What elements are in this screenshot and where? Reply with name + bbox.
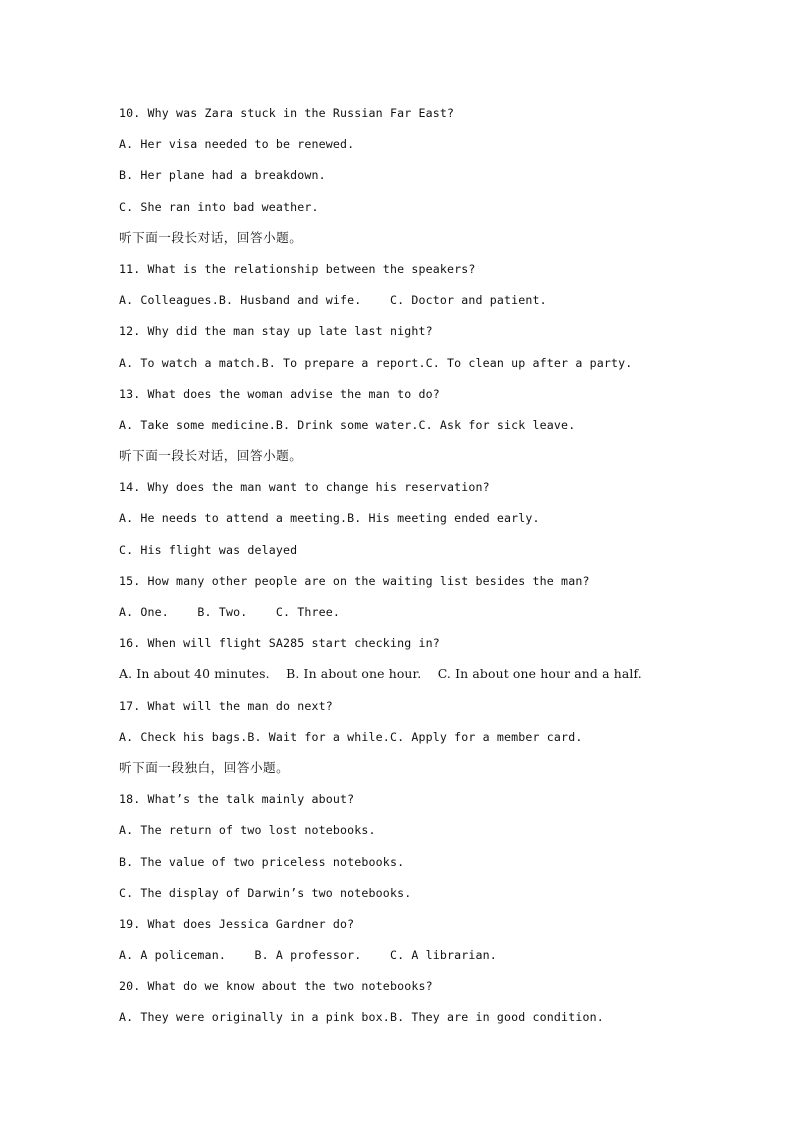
option-10a: A. Her visa needed to be renewed. xyxy=(119,137,355,152)
option-14c: C. His flight was delayed xyxy=(119,542,298,557)
question-19: 19. What does Jessica Gardner do? xyxy=(119,916,355,931)
options-13: A. Take some medicine.B. Drink some water.C. Ask for sick leave. xyxy=(119,417,576,432)
option-18c: C. The display of Darwin’s two notebooks. xyxy=(119,885,412,900)
options-16: A. In about 40 minutes. B. In about one hour. C. In about one hour and a half. xyxy=(119,666,642,682)
options-11: A. Colleagues.B. Husband and wife. C. Doctor and patient. xyxy=(119,293,547,308)
question-16: 16. When will flight SA285 start checking in? xyxy=(119,636,440,651)
question-20: 20. What do we know about the two notebooks? xyxy=(119,979,433,994)
options-20ab: A. They were originally in a pink box.B. They are in good condition. xyxy=(119,1010,604,1025)
question-13: 13. What does the woman advise the man to do? xyxy=(119,386,440,401)
options-15: A. One. B. Two. C. Three. xyxy=(119,605,341,619)
question-15: 15. How many other people are on the waiting list besides the man? xyxy=(119,573,590,588)
section-instruction: 听下面一段长对话，回答小题。 xyxy=(119,448,303,464)
option-10c: C. She ran into bad weather. xyxy=(119,199,319,214)
options-17: A. Check his bags.B. Wait for a while.C. Apply for a member card. xyxy=(119,729,583,744)
question-17: 17. What will the man do next? xyxy=(119,698,333,713)
options-19: A. A policeman. B. A professor. C. A librarian. xyxy=(119,948,497,963)
option-18a: A. The return of two lost notebooks. xyxy=(119,823,376,838)
section-instruction: 听下面一段独白，回答小题。 xyxy=(119,759,290,775)
question-18: 18. What’s the talk mainly about? xyxy=(119,792,355,807)
option-18b: B. The value of two priceless notebooks. xyxy=(119,854,405,869)
question-10: 10. Why was Zara stuck in the Russian Far East? xyxy=(119,106,455,120)
question-11: 11. What is the relationship between the speakers? xyxy=(119,261,476,276)
question-14: 14. Why does the man want to change his reservation? xyxy=(119,480,490,495)
question-12: 12. Why did the man stay up late last night? xyxy=(119,324,433,339)
options-12: A. To watch a match.B. To prepare a report.C. To clean up after a party. xyxy=(119,355,633,370)
option-10b: B. Her plane had a breakdown. xyxy=(119,168,326,183)
options-14ab: A. He needs to attend a meeting.B. His meeting ended early. xyxy=(119,511,540,526)
question-list xyxy=(119,103,759,1039)
section-instruction: 听下面一段长对话，回答小题。 xyxy=(119,229,303,245)
